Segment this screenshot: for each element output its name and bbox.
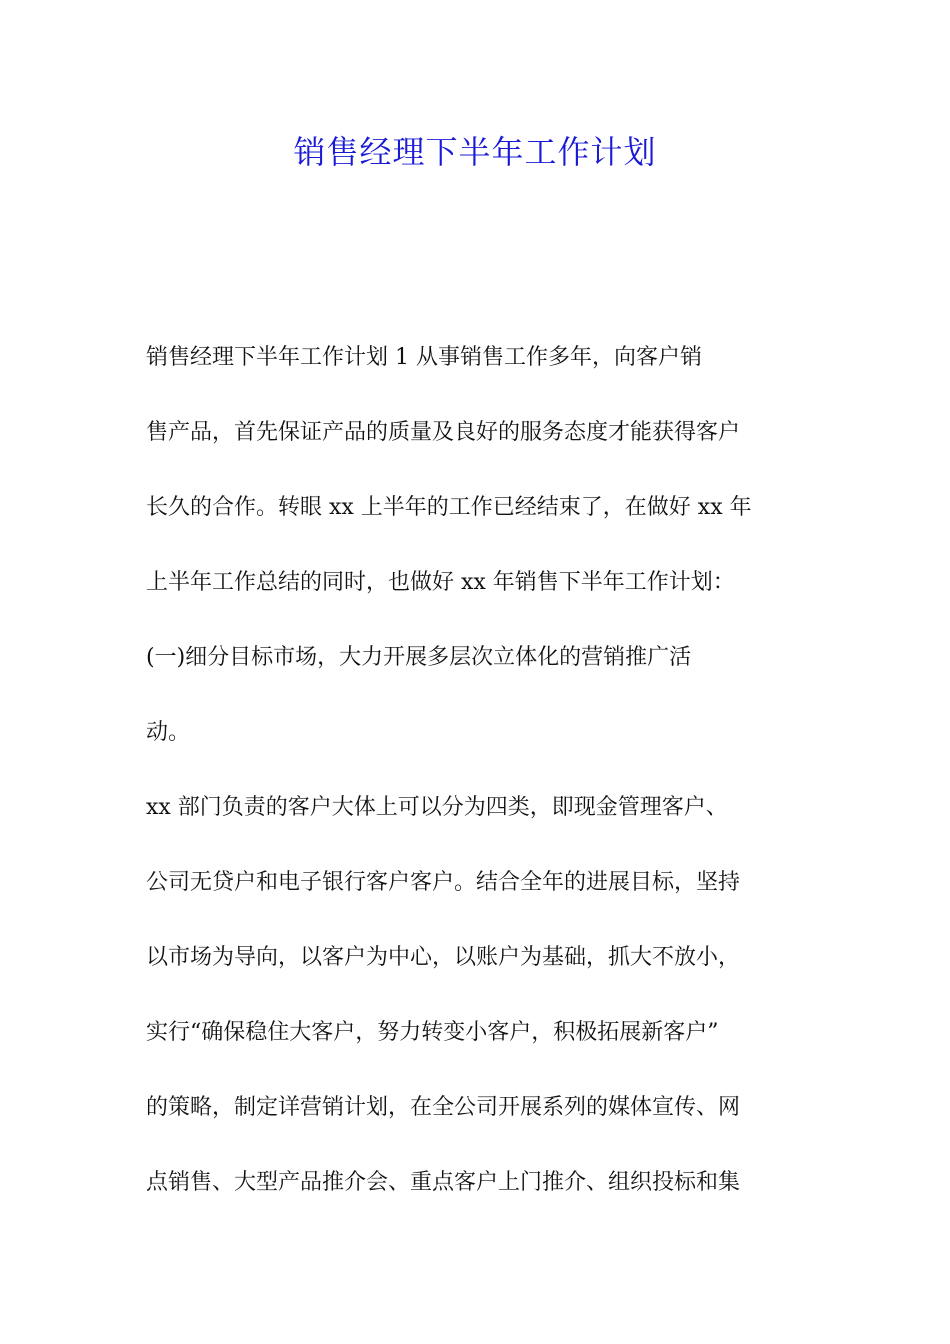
body-line: 公司无贷户和电子银行客户客户。结合全年的进展目标，坚持 — [146, 870, 741, 895]
body-line: 点销售、大型产品推介会、重点客户上门推介、组织投标和集 — [146, 1170, 741, 1195]
body-line: (一)细分目标市场，大力开展多层次立体化的营销推广活 — [146, 645, 692, 670]
body-line: 长久的合作。转眼 xx 上半年的工作已经结束了，在做好 xx 年 — [146, 495, 752, 520]
body-line: xx 部门负责的客户大体上可以分为四类，即现金管理客户、 — [146, 795, 728, 820]
body-line: 以市场为导向，以客户为中心，以账户为基础，抓大不放小， — [146, 945, 741, 970]
body-line: 售产品，首先保证产品的质量及良好的服务态度才能获得客户 — [146, 420, 741, 445]
body-line: 的策略，制定详营销计划，在全公司开展系列的媒体宣传、网 — [146, 1095, 741, 1120]
body-line: 上半年工作总结的同时，也做好 xx 年销售下半年工作计划： — [146, 570, 735, 595]
body-line: 实行“确保稳住大客户，努力转变小客户，积极拓展新客户” — [146, 1020, 719, 1045]
document-title: 销售经理下半年工作计划 — [293, 133, 657, 171]
body-line: 销售经理下半年工作计划 1 从事销售工作多年，向客户销 — [146, 345, 702, 370]
body-line: 动。 — [146, 720, 191, 745]
